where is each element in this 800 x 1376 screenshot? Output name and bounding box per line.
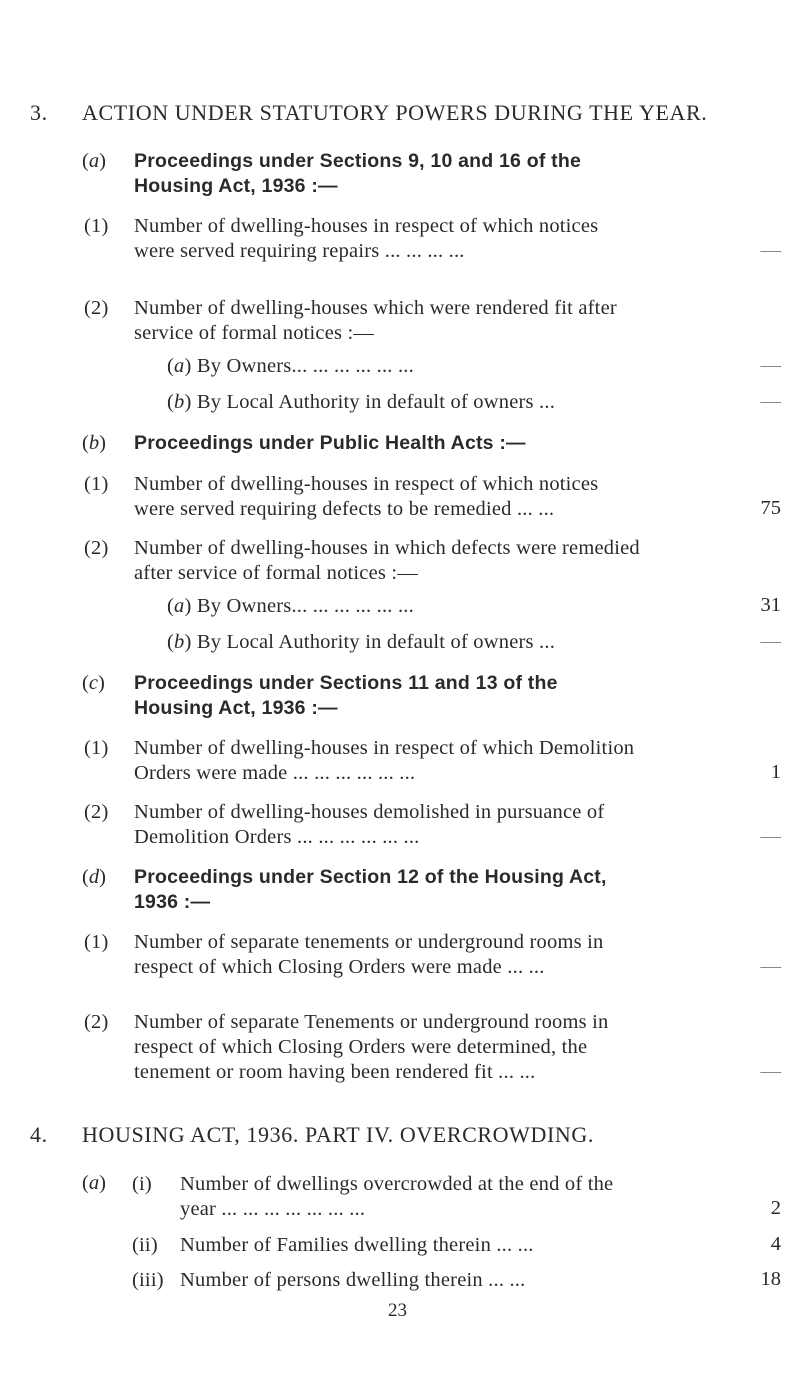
a-item1-line2: were served requiring repairs ... ... ... ... [134,240,465,262]
s4-ii-value: 4 [770,1233,781,1255]
c-item2-value: — [760,825,781,847]
section-4-a-label: (a) [82,1172,106,1194]
c-item1-line1: Number of dwelling-houses in respect of which Demolition [134,737,635,759]
b-item1-line2: were served requiring defects to be remedied ... ... [134,498,555,520]
page-number: 23 [388,1300,407,1321]
s4-iii-value: 18 [760,1268,781,1290]
a-item1-value: — [760,239,781,261]
section-3-title: ACTION UNDER STATUTORY POWERS DURING THE YEAR. [82,100,708,125]
s4-i-number: (i) [132,1173,152,1195]
a-item2-line1: Number of dwelling-houses which were rendered fit after [134,297,617,319]
d-item1-number: (1) [84,931,109,953]
a-item2-sub-a-value: — [760,354,781,376]
subsection-a-label: (a) [82,150,106,172]
s4-i-line1: Number of dwellings overcrowded at the end of the [180,1173,614,1195]
b-item2-line1: Number of dwelling-houses in which defects were remedied [134,537,640,559]
a-item2-sub-b-value: — [760,390,781,412]
d-item2-line2: respect of which Closing Orders were determined, the [134,1036,588,1058]
subsection-d-heading-line2: 1936 :— [134,891,211,913]
b-item1-line1: Number of dwelling-houses in respect of which notices [134,473,599,495]
s4-ii-number: (ii) [132,1234,158,1256]
subsection-a-heading-line2: Housing Act, 1936 :— [134,175,338,197]
a-item1-line1: Number of dwelling-houses in respect of which notices [134,215,599,237]
c-item2-number: (2) [84,801,109,823]
subsection-c-label: (c) [82,672,105,694]
a-item2-number: (2) [84,297,109,319]
b-item2-sub-a-value: 31 [760,594,781,616]
b-item2-line2: after service of formal notices :— [134,562,419,584]
b-item2-sub-b-value: — [760,630,781,652]
a-item2-sub-a: (a) By Owners... ... ... ... ... ... [167,355,414,377]
d-item1-line2: respect of which Closing Orders were made ... ... [134,956,545,978]
subsection-b-heading: Proceedings under Public Health Acts :— [134,432,526,454]
d-item2-line1: Number of separate Tenements or underground rooms in [134,1011,609,1033]
c-item1-line2: Orders were made ... ... ... ... ... ... [134,762,416,784]
b-item2-sub-a: (a) By Owners... ... ... ... ... ... [167,595,414,617]
b-item2-sub-b: (b) By Local Authority in default of owners ... [167,631,556,653]
subsection-a-letter: a [88,150,100,172]
s4-i-value: 2 [770,1197,781,1219]
a-item2-sub-b: (b) By Local Authority in default of owners ... [167,391,556,413]
c-item1-value: 1 [770,761,781,783]
d-item1-value: — [760,955,781,977]
a-item1-number: (1) [84,215,109,237]
d-item2-value: — [760,1060,781,1082]
subsection-a-heading-line1: Proceedings under Sections 9, 10 and 16 of the [134,150,581,172]
subsection-d-label: (d) [82,866,106,888]
section-4-title: HOUSING ACT, 1936. PART IV. OVERCROWDING. [82,1122,595,1147]
s4-iii-text: Number of persons dwelling therein ... ... [180,1269,526,1291]
section-4-number: 4. [30,1122,48,1147]
subsection-c-heading-line1: Proceedings under Sections 11 and 13 of the [134,672,558,694]
c-item2-line2: Demolition Orders ... ... ... ... ... ... [134,826,420,848]
subsection-c-heading-line2: Housing Act, 1936 :— [134,697,338,719]
s4-i-line2: year ... ... ... ... ... ... ... [180,1198,366,1220]
b-item1-value: 75 [760,497,781,519]
b-item2-number: (2) [84,537,109,559]
c-item1-number: (1) [84,737,109,759]
d-item1-line1: Number of separate tenements or underground rooms in [134,931,604,953]
section-3-number: 3. [30,100,48,125]
c-item2-line1: Number of dwelling-houses demolished in pursuance of [134,801,605,823]
d-item2-line3: tenement or room having been rendered fit ... ... [134,1061,536,1083]
s4-ii-text: Number of Families dwelling therein ... ... [180,1234,534,1256]
a-item2-line2: service of formal notices :— [134,322,375,344]
d-item2-number: (2) [84,1011,109,1033]
subsection-b-label: (b) [82,432,106,454]
b-item1-number: (1) [84,473,109,495]
subsection-d-heading-line1: Proceedings under Section 12 of the Housing Act, [134,866,607,888]
s4-iii-number: (iii) [132,1269,164,1291]
